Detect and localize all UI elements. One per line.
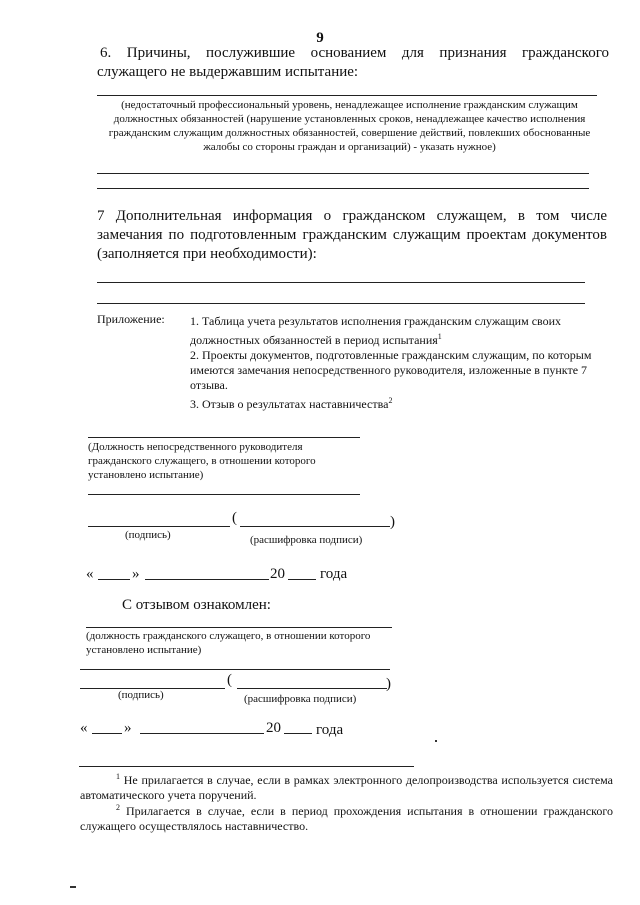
decode-line [237, 688, 387, 689]
fill-line [97, 282, 585, 283]
date-century: 20 [270, 566, 285, 582]
date-day-line [92, 733, 122, 734]
fill-line [88, 494, 360, 495]
fill-line [97, 173, 589, 174]
attachment-item-2: 2. Проекты документов, подготовленные гражданским служащим, по которым имеются замечания непосредственного руководителя, изложенные в пункте 7 отзыва. [190, 348, 592, 392]
acquainted-heading: С отзывом ознакомлен: [122, 597, 271, 613]
fill-line [97, 95, 597, 96]
date-quote-close: » [124, 720, 132, 736]
date-quote-open: « [86, 566, 94, 582]
decode-caption: (расшифровка подписи) [244, 693, 357, 705]
date-year-line [284, 733, 312, 734]
date-quote-open: « [80, 720, 88, 736]
fill-line [86, 627, 392, 628]
date-quote-close: » [132, 566, 140, 582]
fill-line [80, 669, 390, 670]
attachment-item-3: 3. Отзыв о результатах наставничества [190, 397, 389, 411]
signature-caption: (подпись) [125, 529, 171, 541]
supervisor-position-caption: (Должность непосредственного руководителя гражданского служащего, в отношении которого установлено испытание) [88, 441, 316, 481]
footnote-mark: 2 [116, 803, 120, 812]
paren-close: ) [390, 514, 395, 530]
attachment-item-1: 1. Таблица учета результатов исполнения гражданским служащим своих должностных обязанностей в период испытания [190, 314, 562, 347]
footnote-ref: 2 [388, 396, 393, 405]
date-century: 20 [266, 720, 281, 736]
section-6-heading: 6. Причины, послужившие основанием для признания гражданского служащего не выдержавшим испытание: [97, 45, 609, 80]
signature-line [88, 526, 230, 527]
paren-open: ( [232, 510, 237, 526]
footnote-mark: 1 [116, 772, 120, 781]
paren-close: ) [386, 676, 391, 692]
date-month-line [140, 733, 264, 734]
employee-position-caption: (должность гражданского служащего, в отношении которого установлено испытание) [86, 630, 371, 656]
footnote-2-text: Прилагается в случае, если в период прохождения испытания в отношении гражданского служащего осуществлялось наставничество. [80, 804, 613, 833]
attachment-item [190, 393, 602, 412]
decode-line [240, 526, 390, 527]
fill-line [97, 303, 585, 304]
paren-open: ( [227, 672, 232, 688]
footnote-1-text: Не прилагается в случае, если в рамках электронного делопроизводства используется система автоматического учета поручений. [80, 773, 613, 802]
footnote-separator [79, 766, 414, 767]
section-7-heading: 7 Дополнительная информация о гражданском служащем, в том числе замечания по подготовленным гражданским служащим проектам документов (заполняется при необходимости): [97, 208, 607, 262]
attachments-list [190, 314, 602, 412]
signature-caption: (подпись) [118, 689, 164, 701]
footnote-2 [80, 800, 613, 834]
fill-line [97, 188, 589, 189]
attachment-item [190, 314, 602, 348]
attachments-label: Приложение: [97, 312, 165, 326]
scan-mark [70, 886, 76, 888]
fill-line [88, 437, 360, 438]
section-6-hint: (недостаточный профессиональный уровень, ненадлежащее исполнение гражданским служащим должностных обязанностей (нарушение установленных сроков, ненадлежащее качество исполнения гражданским служащим должностных обязанностей, совершение действий, повлекших обоснованные жалобы со стороны граждан и организаций) - указать нужное) [108, 99, 591, 153]
page-number: 9 [316, 30, 324, 46]
date-day-line [98, 579, 130, 580]
date-suffix: года [320, 566, 348, 582]
date-suffix: года [316, 722, 344, 738]
scan-dot [435, 740, 437, 742]
date-year-line [288, 579, 316, 580]
footnote-ref: 1 [437, 332, 442, 341]
footnote-1 [80, 769, 613, 803]
decode-caption: (расшифровка подписи) [250, 534, 363, 546]
date-month-line [145, 579, 269, 580]
